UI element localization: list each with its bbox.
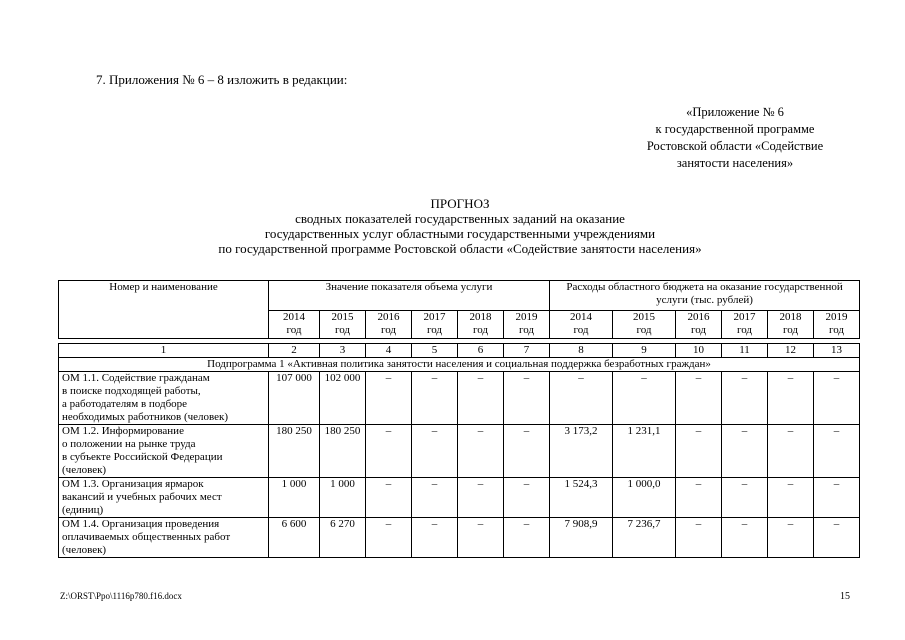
header-budget: Расходы областного бюджета на оказание государственной услуги (тыс. рублей) — [550, 281, 860, 311]
appendix-header — [615, 104, 855, 172]
row-value: – — [458, 425, 504, 478]
row-value: – — [550, 372, 613, 425]
title-heading: ПРОГНОЗ — [430, 196, 490, 211]
column-number: 4 — [366, 344, 412, 358]
year-unit: год — [573, 324, 589, 336]
year-unit: год — [829, 324, 845, 336]
row-value: – — [676, 478, 722, 518]
column-number: 13 — [814, 344, 860, 358]
column-number: 12 — [768, 344, 814, 358]
row-value: – — [504, 478, 550, 518]
row-name-line: (человек) — [62, 464, 107, 476]
column-number: 6 — [458, 344, 504, 358]
year-value: 2019 — [825, 311, 848, 323]
row-value: 1 524,3 — [550, 478, 613, 518]
row-name-line: оплачиваемых общественных работ — [62, 531, 231, 543]
row-name — [59, 478, 269, 518]
year-header — [458, 311, 504, 339]
row-value: – — [504, 425, 550, 478]
row-value: – — [722, 372, 768, 425]
year-unit: год — [636, 324, 652, 336]
row-value: – — [458, 478, 504, 518]
table-row — [59, 372, 860, 425]
row-value: – — [504, 518, 550, 558]
row-value: – — [366, 478, 412, 518]
row-value: – — [768, 478, 814, 518]
row-value: 7 908,9 — [550, 518, 613, 558]
row-value: – — [768, 372, 814, 425]
year-header — [269, 311, 320, 339]
row-name-line: ОМ 1.2. Информирование — [62, 425, 184, 437]
row-name-line: о положении на рынке труда — [62, 438, 196, 450]
column-number: 1 — [59, 344, 269, 358]
year-value: 2017 — [733, 311, 756, 323]
column-number: 3 — [320, 344, 366, 358]
row-value: – — [412, 425, 458, 478]
row-value: 102 000 — [320, 372, 366, 425]
row-value: – — [676, 518, 722, 558]
title-line: государственных услуг областными государственными учреждениями — [264, 226, 656, 241]
row-value: – — [722, 518, 768, 558]
row-value: – — [676, 425, 722, 478]
appendix-line: занятости населения» — [676, 156, 794, 170]
row-value: – — [814, 372, 860, 425]
appendix-line: «Приложение № 6 — [686, 105, 784, 119]
title-line: сводных показателей государственных заданий на оказание — [295, 211, 625, 226]
year-unit: год — [426, 324, 443, 336]
title-line: по государственной программе Ростовской области «Содействие занятости населения» — [218, 241, 702, 256]
row-value: 6 270 — [320, 518, 366, 558]
row-value: 180 250 — [320, 425, 366, 478]
year-header — [412, 311, 458, 339]
year-unit: год — [782, 324, 799, 336]
row-name — [59, 518, 269, 558]
row-value: – — [458, 372, 504, 425]
year-header — [550, 311, 613, 339]
year-value: 2014 — [570, 311, 592, 323]
year-value: 2018 — [779, 311, 802, 323]
year-value: 2017 — [423, 311, 446, 323]
intro-text: 7. Приложения № 6 – 8 изложить в редакции: — [96, 72, 348, 87]
row-name-line: (единиц) — [62, 504, 104, 516]
year-value: 2019 — [515, 311, 538, 323]
appendix-line: к государственной программе — [655, 122, 815, 136]
row-value: 1 000 — [320, 478, 366, 518]
row-value: 1 231,1 — [613, 425, 676, 478]
table-row — [59, 478, 860, 518]
year-unit: год — [518, 324, 535, 336]
row-value: 3 173,2 — [550, 425, 613, 478]
column-number: 7 — [504, 344, 550, 358]
row-value: – — [458, 518, 504, 558]
year-header — [676, 311, 722, 339]
year-unit: год — [380, 324, 397, 336]
year-header — [366, 311, 412, 339]
table-row — [59, 425, 860, 478]
row-name — [59, 372, 269, 425]
row-value: – — [676, 372, 722, 425]
column-number: 8 — [550, 344, 613, 358]
column-number: 9 — [613, 344, 676, 358]
row-value: – — [768, 425, 814, 478]
column-number: 2 — [269, 344, 320, 358]
row-value: – — [366, 372, 412, 425]
year-unit: год — [472, 324, 489, 336]
footer-page-number: 15 — [840, 591, 850, 602]
row-value: – — [613, 372, 676, 425]
row-name-line: (человек) — [62, 544, 107, 556]
row-value: – — [814, 478, 860, 518]
year-header — [504, 311, 550, 339]
year-header — [722, 311, 768, 339]
column-number: 11 — [722, 344, 768, 358]
year-value: 2015 — [331, 311, 354, 323]
year-value: 2015 — [633, 311, 655, 323]
year-header — [320, 311, 366, 339]
row-value: 1 000,0 — [613, 478, 676, 518]
row-name-line: вакансий и учебных рабочих мест — [62, 491, 222, 503]
subprogram-row: Подпрограмма 1 «Активная политика занятости населения и социальная поддержка безработных граждан» — [59, 358, 860, 372]
row-value: 180 250 — [269, 425, 320, 478]
row-value: 1 000 — [269, 478, 320, 518]
row-value: – — [722, 425, 768, 478]
appendix-line: Ростовской области «Содействие — [646, 139, 824, 153]
year-unit: год — [690, 324, 707, 336]
row-value: – — [768, 518, 814, 558]
year-unit: год — [736, 324, 753, 336]
year-header — [613, 311, 676, 339]
row-name-line: ОМ 1.4. Организация проведения — [62, 518, 220, 530]
row-value: – — [366, 518, 412, 558]
year-unit: год — [286, 324, 302, 336]
row-name — [59, 425, 269, 478]
year-value: 2018 — [469, 311, 492, 323]
row-value: – — [504, 372, 550, 425]
year-unit: год — [334, 324, 351, 336]
footer-file-path: Z:\ORST\Ppo\1116p780.f16.docx — [60, 591, 182, 601]
row-value: 7 236,7 — [613, 518, 676, 558]
document-title — [130, 196, 790, 256]
year-value: 2016 — [377, 311, 400, 323]
row-value: 107 000 — [269, 372, 320, 425]
row-name-line: в субъекте Российской Федерации — [62, 451, 223, 463]
row-value: 6 600 — [269, 518, 320, 558]
table-row — [59, 518, 860, 558]
year-header — [814, 311, 860, 339]
row-name-line: в поиске подходящей работы, — [62, 385, 201, 397]
row-name-line: ОМ 1.1. Содействие гражданам — [62, 372, 210, 384]
year-value: 2014 — [283, 311, 305, 323]
header-name: Номер и наименование — [59, 281, 269, 339]
row-name-line: ОМ 1.3. Организация ярмарок — [62, 478, 204, 490]
column-number: 10 — [676, 344, 722, 358]
row-value: – — [412, 372, 458, 425]
row-value: – — [722, 478, 768, 518]
row-name-line: необходимых работников (человек) — [62, 411, 229, 423]
column-number: 5 — [412, 344, 458, 358]
forecast-table — [58, 280, 860, 558]
header-volume: Значение показателя объема услуги — [269, 281, 550, 311]
row-value: – — [412, 478, 458, 518]
row-value: – — [814, 518, 860, 558]
row-value: – — [814, 425, 860, 478]
year-header — [768, 311, 814, 339]
row-value: – — [366, 425, 412, 478]
year-value: 2016 — [687, 311, 710, 323]
row-value: – — [412, 518, 458, 558]
row-name-line: а работодателям в подборе — [62, 398, 188, 410]
